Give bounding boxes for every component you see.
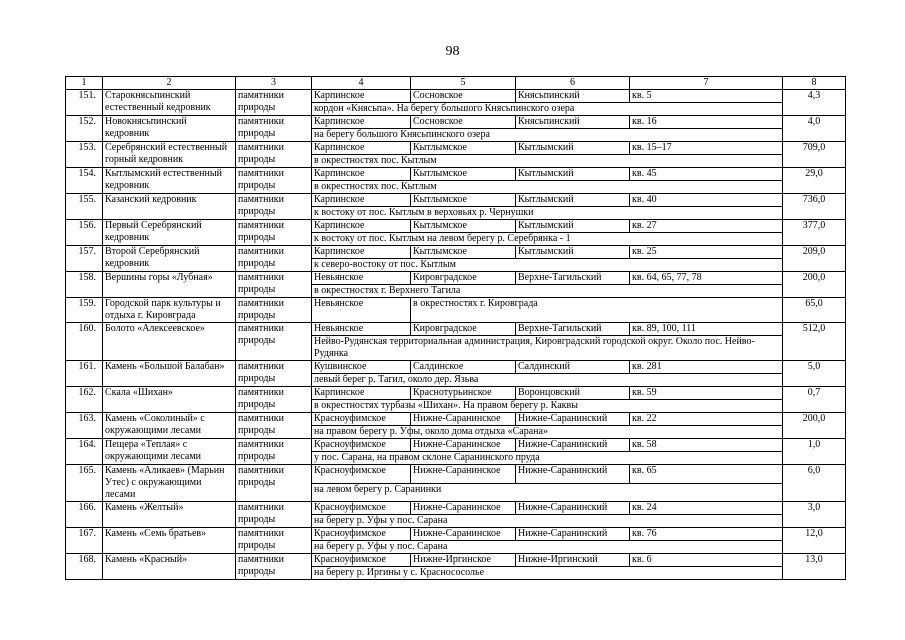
local-forestry-cell: Нижне-Саранинский — [516, 439, 630, 452]
category-cell: памятники природы — [236, 116, 312, 142]
location-cell: к востоку от пос. Кытлым в верховьях р. Чернушки — [312, 207, 783, 220]
table-row — [66, 528, 846, 541]
forestry-cell: Красноуфимское — [312, 465, 411, 484]
category-cell: памятники природы — [236, 502, 312, 528]
location-cell: на берегу большого Княсьпинского озера — [312, 129, 783, 142]
quarter-cell: кв. 45 — [630, 168, 783, 181]
forestry-cell: Красноуфимское — [312, 528, 411, 541]
forestry-cell: Карпинское — [312, 387, 411, 400]
district-forestry-cell: Нижне-Саранинское — [411, 528, 516, 541]
area-cell: 13,0 — [783, 554, 846, 580]
location-cell: к востоку от пос. Кытлым на левом берегу р. Серебрянка - 1 — [312, 233, 783, 246]
object-name-cell: Скала «Шихан» — [103, 387, 236, 413]
object-name-cell: Первый Серебрянский кедровник — [103, 220, 236, 246]
category-cell: памятники природы — [236, 298, 312, 323]
quarter-cell: кв. 22 — [630, 413, 783, 426]
area-cell: 4,0 — [783, 116, 846, 142]
object-name-cell: Второй Серебрянский кедровник — [103, 246, 236, 272]
area-cell: 709,0 — [783, 142, 846, 168]
area-cell: 4,3 — [783, 90, 846, 116]
local-forestry-cell: Нижне-Иргинский — [516, 554, 630, 567]
table-row — [66, 168, 846, 181]
object-name-cell: Старокнясьпинский естественный кедровник — [103, 90, 236, 116]
category-cell: памятники природы — [236, 554, 312, 580]
district-forestry-cell: Нижне-Саранинское — [411, 439, 516, 452]
location-cell: на берегу р. Иргины у с. Краснососолье — [312, 567, 783, 580]
table-row — [66, 502, 846, 515]
location-cell: на берегу р. Уфы у пос. Сарана — [312, 541, 783, 554]
forestry-cell: Карпинское — [312, 220, 411, 233]
location-cell: в окрестностях г. Кировграда — [411, 298, 783, 323]
local-forestry-cell: Салдинский — [516, 361, 630, 374]
object-name-cell: Камень «Красный» — [103, 554, 236, 580]
forestry-cell: Невьянское — [312, 272, 411, 285]
district-forestry-cell: Сосновское — [411, 116, 516, 129]
area-cell: 0,7 — [783, 387, 846, 413]
row-number-cell: 165. — [66, 465, 103, 502]
local-forestry-cell: Нижне-Саранинский — [516, 502, 630, 515]
table-row — [66, 272, 846, 285]
row-number-cell: 168. — [66, 554, 103, 580]
column-number: 1 — [66, 77, 103, 90]
row-number-cell: 162. — [66, 387, 103, 413]
category-cell: памятники природы — [236, 439, 312, 465]
quarter-cell: кв. 40 — [630, 194, 783, 207]
row-number-cell: 154. — [66, 168, 103, 194]
category-cell: памятники природы — [236, 465, 312, 502]
table-row — [66, 142, 846, 155]
district-forestry-cell: Сосновское — [411, 90, 516, 103]
table-row — [66, 465, 846, 484]
district-forestry-cell: Салдинское — [411, 361, 516, 374]
column-number: 2 — [103, 77, 236, 90]
object-name-cell: Камень «Семь братьев» — [103, 528, 236, 554]
category-cell: памятники природы — [236, 168, 312, 194]
category-cell: памятники природы — [236, 220, 312, 246]
row-number-cell: 151. — [66, 90, 103, 116]
district-forestry-cell: Кытлымское — [411, 168, 516, 181]
forestry-cell: Красноуфимское — [312, 554, 411, 567]
area-cell: 209,0 — [783, 246, 846, 272]
location-cell: в окрестностях г. Верхнего Тагила — [312, 285, 783, 298]
row-number-cell: 159. — [66, 298, 103, 323]
category-cell: памятники природы — [236, 142, 312, 168]
forestry-cell: Карпинское — [312, 246, 411, 259]
row-number-cell: 158. — [66, 272, 103, 298]
table-row — [66, 194, 846, 207]
category-cell: памятники природы — [236, 361, 312, 387]
category-cell: памятники природы — [236, 246, 312, 272]
location-cell: в окрестностях турбазы «Шихан». На правом берегу р. Каквы — [312, 400, 783, 413]
local-forestry-cell: Нижне-Саранинский — [516, 465, 630, 484]
object-name-cell: Пещера «Теплая» с окружающими лесами — [103, 439, 236, 465]
category-cell: памятники природы — [236, 194, 312, 220]
district-forestry-cell: Нижне-Иргинское — [411, 554, 516, 567]
quarter-cell: кв. 65 — [630, 465, 783, 484]
category-cell: памятники природы — [236, 387, 312, 413]
row-number-cell: 166. — [66, 502, 103, 528]
object-name-cell: Казанский кедровник — [103, 194, 236, 220]
forestry-cell: Невьянское — [312, 298, 411, 323]
quarter-cell: кв. 27 — [630, 220, 783, 233]
local-forestry-cell: Верхне-Тагильский — [516, 272, 630, 285]
forestry-cell: Карпинское — [312, 194, 411, 207]
column-number: 4 — [312, 77, 411, 90]
object-name-cell: Вершины горы «Лубная» — [103, 272, 236, 298]
row-number-cell: 161. — [66, 361, 103, 387]
quarter-cell: кв. 15–17 — [630, 142, 783, 155]
area-cell: 6,0 — [783, 465, 846, 502]
forestry-cell: Карпинское — [312, 142, 411, 155]
quarter-cell: кв. 25 — [630, 246, 783, 259]
area-cell: 1,0 — [783, 439, 846, 465]
forestry-cell: Невьянское — [312, 323, 411, 336]
quarter-cell: кв. 16 — [630, 116, 783, 129]
quarter-cell: кв. 64, 65, 77, 78 — [630, 272, 783, 285]
table-row — [66, 90, 846, 103]
column-number: 6 — [516, 77, 630, 90]
row-number-cell: 156. — [66, 220, 103, 246]
local-forestry-cell: Кытлымский — [516, 194, 630, 207]
column-number-row — [66, 77, 846, 90]
location-cell: в окрестностях пос. Кытлым — [312, 155, 783, 168]
forestry-cell: Красноуфимское — [312, 413, 411, 426]
object-name-cell: Новокнясьпинский кедровник — [103, 116, 236, 142]
category-cell: памятники природы — [236, 90, 312, 116]
area-cell: 200,0 — [783, 413, 846, 439]
protected-areas-table — [65, 76, 846, 580]
location-cell: на правом берегу р. Уфы, около дома отдыха «Сарана» — [312, 426, 783, 439]
local-forestry-cell: Нижне-Саранинский — [516, 413, 630, 426]
quarter-cell: кв. 58 — [630, 439, 783, 452]
category-cell: памятники природы — [236, 528, 312, 554]
category-cell: памятники природы — [236, 323, 312, 361]
location-cell: левый берег р. Тагил, около дер. Язьва — [312, 374, 783, 387]
district-forestry-cell: Нижне-Саранинское — [411, 465, 516, 484]
area-cell: 5,0 — [783, 361, 846, 387]
quarter-cell: кв. 24 — [630, 502, 783, 515]
local-forestry-cell: Кытлымский — [516, 142, 630, 155]
table-row — [66, 413, 846, 426]
forestry-cell: Красноуфимское — [312, 502, 411, 515]
column-number: 7 — [630, 77, 783, 90]
location-cell: на берегу р. Уфы у пос. Сарана — [312, 515, 783, 528]
object-name-cell: Камень «Большой Балабан» — [103, 361, 236, 387]
table-row — [66, 246, 846, 259]
district-forestry-cell: Кытлымское — [411, 246, 516, 259]
row-number-cell: 163. — [66, 413, 103, 439]
location-cell: в окрестностях пос. Кытлым — [312, 181, 783, 194]
category-cell: памятники природы — [236, 272, 312, 298]
district-forestry-cell: Кировградское — [411, 272, 516, 285]
local-forestry-cell: Княсьпинский — [516, 116, 630, 129]
table-row — [66, 323, 846, 336]
table-row — [66, 116, 846, 129]
area-cell: 12,0 — [783, 528, 846, 554]
row-number-cell: 160. — [66, 323, 103, 361]
object-name-cell: Серебрянский естественный горный кедровник — [103, 142, 236, 168]
location-cell: на левом берегу р. Саранинки — [312, 483, 783, 502]
table-row — [66, 361, 846, 374]
table-row — [66, 220, 846, 233]
column-number: 3 — [236, 77, 312, 90]
category-cell: памятники природы — [236, 413, 312, 439]
area-cell: 200,0 — [783, 272, 846, 298]
quarter-cell: кв. 6 — [630, 554, 783, 567]
area-cell: 736,0 — [783, 194, 846, 220]
district-forestry-cell: Кытлымское — [411, 194, 516, 207]
quarter-cell: кв. 5 — [630, 90, 783, 103]
row-number-cell: 153. — [66, 142, 103, 168]
location-cell: у пос. Сарана, на правом склоне Саранинского пруда — [312, 452, 783, 465]
object-name-cell: Камень «Желтый» — [103, 502, 236, 528]
page-number: 98 — [445, 44, 460, 59]
local-forestry-cell: Кытлымский — [516, 168, 630, 181]
area-cell: 29,0 — [783, 168, 846, 194]
area-cell: 512,0 — [783, 323, 846, 361]
district-forestry-cell: Нижне-Саранинское — [411, 413, 516, 426]
object-name-cell: Камень «Аликаев» (Марьин Утес) с окружающими лесами — [103, 465, 236, 502]
table-row — [66, 387, 846, 400]
table-row — [66, 554, 846, 567]
district-forestry-cell: Нижне-Саранинское — [411, 502, 516, 515]
row-number-cell: 164. — [66, 439, 103, 465]
quarter-cell: кв. 76 — [630, 528, 783, 541]
district-forestry-cell: Краснотурьинское — [411, 387, 516, 400]
forestry-cell: Кушвинское — [312, 361, 411, 374]
row-number-cell: 155. — [66, 194, 103, 220]
local-forestry-cell: Воронцовский — [516, 387, 630, 400]
forestry-cell: Красноуфимское — [312, 439, 411, 452]
location-cell: Нейво-Рудянская территориальная администрация, Кировградский городской округ. Около пос. Нейво-Рудянка — [312, 336, 783, 361]
local-forestry-cell: Нижне-Саранинский — [516, 528, 630, 541]
forestry-cell: Карпинское — [312, 90, 411, 103]
location-cell: кордон «Княсьпа». На берегу большого Княсьпинского озера — [312, 103, 783, 116]
area-cell: 377,0 — [783, 220, 846, 246]
row-number-cell: 152. — [66, 116, 103, 142]
column-number: 5 — [411, 77, 516, 90]
district-forestry-cell: Кытлымское — [411, 220, 516, 233]
object-name-cell: Городской парк культуры и отдыха г. Кировграда — [103, 298, 236, 323]
row-number-cell: 167. — [66, 528, 103, 554]
local-forestry-cell: Кытлымский — [516, 246, 630, 259]
row-number-cell: 157. — [66, 246, 103, 272]
area-cell: 65,0 — [783, 298, 846, 323]
table-row — [66, 439, 846, 452]
quarter-cell: кв. 89, 100, 111 — [630, 323, 783, 336]
quarter-cell: кв. 59 — [630, 387, 783, 400]
forestry-cell: Карпинское — [312, 168, 411, 181]
location-cell: к северо-востоку от пос. Кытлым — [312, 259, 783, 272]
object-name-cell: Болото «Алексеевское» — [103, 323, 236, 361]
district-forestry-cell: Кытлымское — [411, 142, 516, 155]
district-forestry-cell: Кировградское — [411, 323, 516, 336]
local-forestry-cell: Верхне-Тагильский — [516, 323, 630, 336]
column-number: 8 — [783, 77, 846, 90]
forestry-cell: Карпинское — [312, 116, 411, 129]
quarter-cell: кв. 281 — [630, 361, 783, 374]
object-name-cell: Кытлымский естественный кедровник — [103, 168, 236, 194]
local-forestry-cell: Княсьпинский — [516, 90, 630, 103]
object-name-cell: Камень «Соколиный» с окружающими лесами — [103, 413, 236, 439]
area-cell: 3,0 — [783, 502, 846, 528]
local-forestry-cell: Кытлымский — [516, 220, 630, 233]
